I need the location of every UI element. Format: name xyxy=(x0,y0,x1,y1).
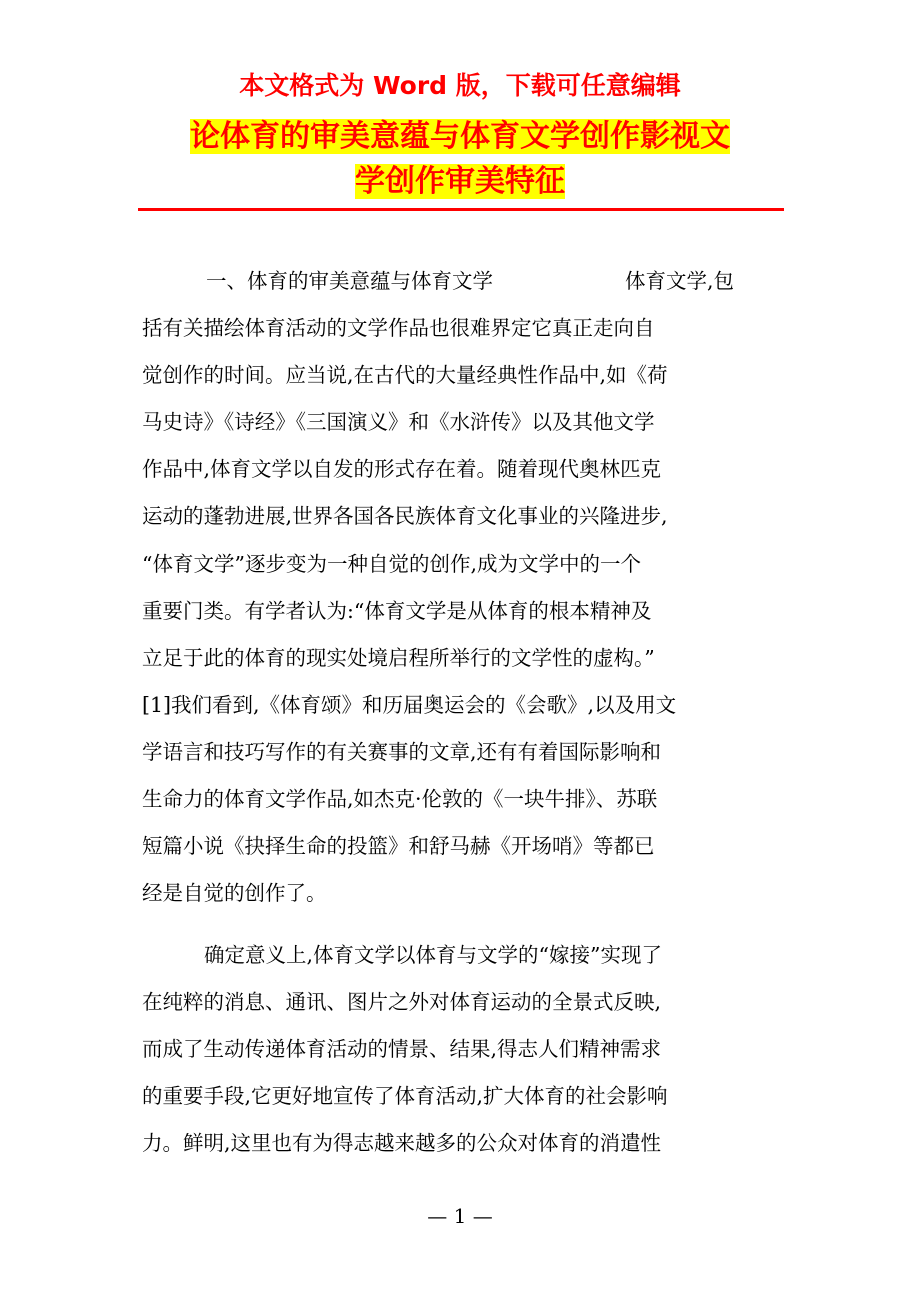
paragraph-line: 的重要手段,它更好地宣传了体育活动,扩大体育的社会影响 xyxy=(142,1084,668,1108)
paragraph-line: 力。鲜明,这里也有为得志越来越多的公众对体育的消遣性 xyxy=(142,1131,662,1155)
paragraph-line: 确定意义上,体育文学以体育与文学的“嫁接”实现了 xyxy=(204,943,662,967)
paragraph-line: 括有关描绘体育活动的文学作品也很难界定它真正走向自 xyxy=(142,316,655,340)
paragraph-line: [1]我们看到,《体育颂》和历届奥运会的《会歌》,以及用文 xyxy=(142,693,677,717)
title-divider xyxy=(138,208,784,211)
paragraph-line xyxy=(206,268,734,294)
paragraph-lead: 体育文学,包 xyxy=(625,269,735,293)
page-number: — 1 — xyxy=(427,1204,493,1228)
paragraph-line: 立足于此的体育的现实处境启程所举行的文学性的虚构。” xyxy=(142,646,655,670)
title-line-1: 论体育的审美意蕴与体育文学创作影视文 xyxy=(190,119,730,154)
paragraph-line: 而成了生动传递体育活动的情景、结果,得志人们精神需求 xyxy=(142,1037,662,1061)
section-heading: 一、体育的审美意蕴与体育文学 xyxy=(206,269,493,293)
paragraph-line: 觉创作的时间。应当说,在古代的大量经典性作品中,如《荷 xyxy=(142,363,668,387)
paragraph-line: 作品中,体育文学以自发的形式存在着。随着现代奥林匹克 xyxy=(142,457,662,481)
paragraph-line: 经是自觉的创作了。 xyxy=(142,881,327,905)
title-line-2: 学创作审美特征 xyxy=(355,164,565,199)
paragraph-line: 短篇小说《抉择生命的投篮》和舒马赫《开场哨》等都已 xyxy=(142,834,655,858)
format-notice: 本文格式为 Word 版，下载可任意编辑 xyxy=(239,71,681,100)
paragraph-line: 学语言和技巧写作的有关赛事的文章,还有有着国际影响和 xyxy=(142,740,662,764)
paragraph-line: 运动的蓬勃进展,世界各国各民族体育文化事业的兴隆进步, xyxy=(142,504,668,528)
document-title xyxy=(140,114,780,204)
paragraph-line: 重要门类。有学者认为:“体育文学是从体育的根本精神及 xyxy=(142,599,652,623)
paragraph-line: 马史诗》《诗经》《三国演义》和《水浒传》以及其他文学 xyxy=(142,410,655,434)
paragraph-line: 在纯粹的消息、通讯、图片之外对体育运动的全景式反映, xyxy=(142,990,662,1014)
paragraph-line: 生命力的体育文学作品,如杰克·伦敦的《一块牛排》、苏联 xyxy=(142,787,658,811)
paragraph-line: “体育文学”逐步变为一种自觉的创作,成为文学中的一个 xyxy=(142,552,641,576)
